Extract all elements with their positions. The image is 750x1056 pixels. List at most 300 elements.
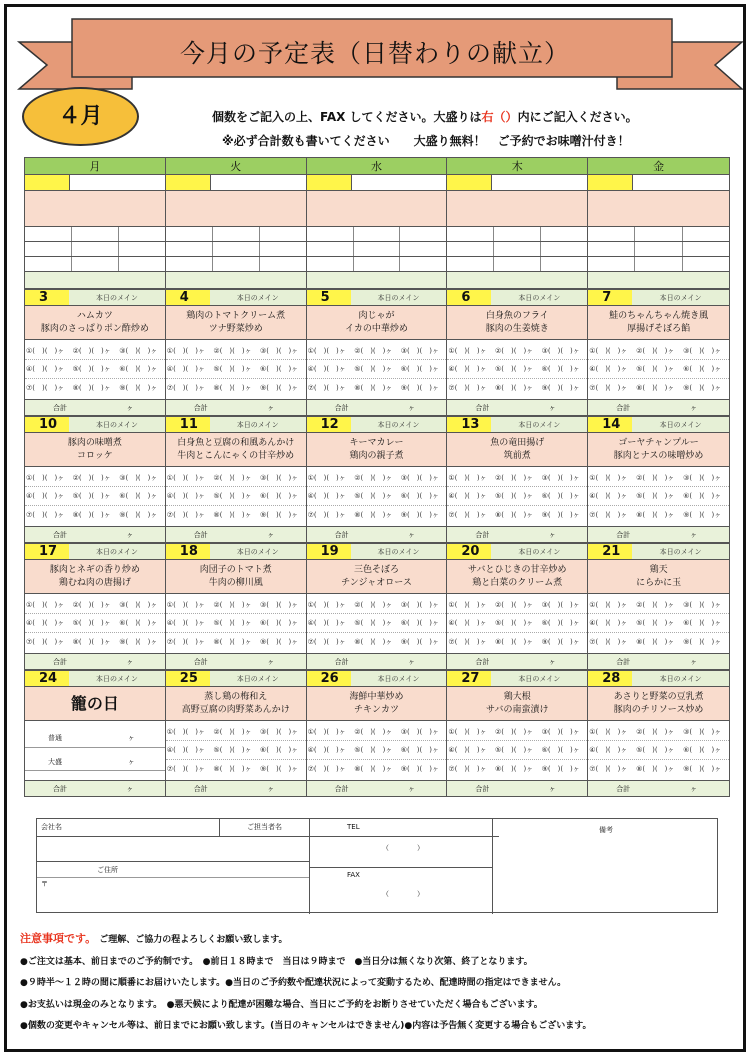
quantity-slot[interactable]: ②( )( )ヶ (494, 727, 534, 736)
quantity-slot[interactable]: ⑤( )( )ヶ (354, 746, 393, 754)
quantity-slot[interactable]: ①( )( )ヶ (589, 346, 628, 355)
weekday-column (166, 158, 307, 288)
quantity-slot[interactable]: ②( )( )ヶ (72, 346, 111, 355)
tel-field[interactable]: （ ） (382, 844, 424, 852)
quantity-slot[interactable]: ⑦( )( )ヶ (166, 384, 205, 392)
quantity-slot[interactable]: ⑦( )( )ヶ (307, 638, 346, 646)
quantity-slot[interactable]: ⑧( )( )ヶ (494, 765, 534, 773)
total-row[interactable] (588, 399, 729, 415)
legend-row (166, 242, 306, 257)
menu-text (166, 306, 306, 340)
quantity-slot[interactable]: ⑥( )( )ヶ (683, 492, 722, 500)
quantity-slot[interactable]: ⑥( )( )ヶ (119, 619, 158, 627)
quantity-slot[interactable]: ⑦( )( )ヶ (26, 511, 65, 519)
total-row[interactable] (447, 399, 587, 415)
total-row[interactable] (166, 653, 306, 669)
quantity-slot[interactable]: ②( )( )ヶ (354, 600, 393, 609)
quantity-slot[interactable]: ②( )( )ヶ (72, 600, 111, 609)
legend-cell (260, 242, 306, 256)
quantity-slot[interactable]: ⑨( )( )ヶ (541, 384, 580, 392)
quantity-slot[interactable]: ⑤( )( )ヶ (636, 619, 675, 627)
quantity-slot[interactable]: ③( )( )ヶ (541, 727, 580, 736)
quantity-row (307, 633, 447, 651)
main-dish-label: 本日のメイン (236, 675, 279, 683)
quantity-slot[interactable]: ④( )( )ヶ (589, 746, 628, 754)
quantity-slot[interactable]: ⑧( )( )ヶ (354, 765, 393, 773)
day-cell (447, 671, 588, 796)
quantity-row (166, 596, 306, 614)
quantity-slot[interactable]: ③( )( )ヶ (119, 600, 158, 609)
quantity-slot[interactable]: ⑦( )( )ヶ (26, 638, 65, 646)
total-row[interactable] (307, 399, 447, 415)
quantity-slot[interactable]: ⑧( )( )ヶ (213, 511, 252, 519)
quantity-slot[interactable]: ⑦( )( )ヶ (166, 511, 205, 519)
address-label: ご住所 (97, 866, 118, 874)
quantity-slot[interactable]: ①( )( )ヶ (448, 600, 487, 609)
quantity-slot[interactable]: ③( )( )ヶ (259, 346, 299, 355)
quantity-slot[interactable]: ⑧( )( )ヶ (636, 765, 675, 773)
quantity-slot[interactable]: ⑧( )( )ヶ (213, 765, 252, 773)
quantity-slot[interactable]: ④( )( )ヶ (448, 619, 487, 627)
quantity-slot[interactable]: ⑨( )( )ヶ (683, 638, 722, 646)
quantity-slot[interactable]: ⑨( )( )ヶ (119, 384, 158, 392)
quantity-slot[interactable]: ⑤( )( )ヶ (354, 619, 393, 627)
total-row[interactable] (25, 526, 165, 542)
quantity-slot[interactable]: ⑧( )( )ヶ (72, 511, 111, 519)
quantity-slot[interactable]: ⑨( )( )ヶ (259, 765, 299, 773)
quantity-slot[interactable]: ④( )( )ヶ (166, 492, 205, 500)
quantity-slot[interactable]: ⑦( )( )ヶ (448, 638, 487, 646)
day-cell (25, 544, 166, 669)
quantity-slot[interactable]: ⑨( )( )ヶ (259, 384, 299, 392)
quantity-slot[interactable]: ②( )( )ヶ (636, 346, 675, 355)
quantity-slot[interactable]: ②( )( )ヶ (354, 473, 393, 482)
quantity-slot[interactable]: ④( )( )ヶ (448, 746, 487, 754)
menu-line-1: キーマカレー (349, 438, 404, 448)
quantity-slot[interactable]: ⑧( )( )ヶ (494, 511, 534, 519)
quantity-slot[interactable]: ⑧( )( )ヶ (354, 384, 393, 392)
quantity-slot[interactable]: ③( )( )ヶ (541, 473, 580, 482)
date-number: 3 (25, 290, 69, 305)
quantity-slot[interactable]: ⑨( )( )ヶ (400, 511, 439, 519)
quantity-slot[interactable]: ①( )( )ヶ (589, 473, 628, 482)
total-label: 合計 (334, 785, 349, 793)
quantity-slot[interactable]: ③( )( )ヶ (400, 473, 439, 482)
quantity-slot[interactable]: ⑧( )( )ヶ (636, 638, 675, 646)
quantity-slot[interactable]: ⑨( )( )ヶ (683, 765, 722, 773)
remarks-field[interactable] (497, 837, 715, 911)
total-label: 合計 (53, 531, 67, 539)
quantity-slot[interactable]: ③( )( )ヶ (541, 600, 580, 609)
quantity-slot[interactable]: ⑥( )( )ヶ (541, 365, 580, 373)
legend-date-row (307, 175, 447, 191)
quantity-slot[interactable]: ①( )( )ヶ (307, 600, 346, 609)
quantity-slot[interactable]: ④( )( )ヶ (589, 365, 628, 373)
total-row[interactable] (588, 780, 729, 796)
total-row[interactable] (307, 780, 447, 796)
legend-cell (400, 227, 446, 241)
quantity-slot[interactable]: ④( )( )ヶ (589, 492, 628, 500)
quantity-slot[interactable]: ⑤( )( )ヶ (213, 746, 252, 754)
quantity-slot[interactable]: ⑥( )( )ヶ (259, 365, 299, 373)
quantity-slot[interactable]: ③( )( )ヶ (259, 727, 299, 736)
quantity-slot[interactable]: ⑨( )( )ヶ (400, 638, 439, 646)
quantity-slot[interactable]: ⑦( )( )ヶ (589, 638, 628, 646)
quantity-row (307, 760, 447, 778)
quantity-slot[interactable]: ②( )( )ヶ (213, 473, 252, 482)
quantity-row (307, 469, 447, 487)
quantity-slot[interactable]: ①( )( )ヶ (448, 727, 487, 736)
menu-line-2: 高野豆腐の肉野菜あんかけ (181, 705, 290, 715)
quantity-slot[interactable]: ⑥( )( )ヶ (541, 619, 580, 627)
quantity-rows (166, 467, 306, 526)
quantity-slot[interactable]: ③( )( )ヶ (683, 473, 722, 482)
total-row[interactable] (166, 526, 306, 542)
quantity-slot[interactable]: ⑧( )( )ヶ (494, 638, 534, 646)
legend-row (307, 257, 447, 272)
fax-field[interactable]: （ ） (382, 890, 424, 898)
quantity-row (307, 723, 447, 741)
main-dish-label: 本日のメイン (377, 548, 420, 556)
quantity-slot[interactable]: ⑨( )( )ヶ (400, 765, 439, 773)
day-cell (307, 417, 448, 542)
quantity-slot[interactable]: ⑦( )( )ヶ (166, 638, 205, 646)
quantity-slot[interactable]: ⑥( )( )ヶ (119, 365, 158, 373)
menu-line-2: 牛肉の柳川風 (208, 578, 263, 588)
quantity-slot[interactable]: ②( )( )ヶ (636, 727, 675, 736)
quantity-slot[interactable]: ②( )( )ヶ (494, 473, 534, 482)
quantity-slot[interactable]: ①( )( )ヶ (166, 346, 205, 355)
day-header (25, 290, 165, 306)
quantity-slot[interactable]: ⑥( )( )ヶ (400, 365, 439, 373)
quantity-slot[interactable]: ⑥( )( )ヶ (400, 746, 439, 754)
quantity-slot[interactable]: ②( )( )ヶ (494, 600, 534, 609)
legend-cell (447, 227, 494, 241)
quantity-slot[interactable]: ⑥( )( )ヶ (683, 619, 722, 627)
date-number: 10 (25, 417, 69, 432)
quantity-slot[interactable]: ⑧( )( )ヶ (354, 638, 393, 646)
quantity-slot[interactable]: ⑨( )( )ヶ (119, 511, 158, 519)
total-row[interactable] (25, 399, 165, 415)
quantity-slot[interactable]: ⑧( )( )ヶ (213, 384, 252, 392)
quantity-slot[interactable]: ⑤( )( )ヶ (72, 365, 111, 373)
quantity-row (588, 760, 729, 778)
unit-label: ヶ (127, 757, 135, 766)
legend-date-row (588, 175, 729, 191)
quantity-row (588, 361, 729, 379)
total-row[interactable] (588, 653, 729, 669)
day-header (166, 290, 306, 306)
quantity-rows (588, 467, 729, 526)
quantity-slot[interactable]: ⑤( )( )ヶ (72, 619, 111, 627)
legend-cell (683, 242, 729, 256)
quantity-slot[interactable]: ⑦( )( )ヶ (307, 384, 346, 392)
quantity-slot[interactable]: ⑥( )( )ヶ (541, 746, 580, 754)
legend-row (588, 257, 729, 272)
address-field[interactable] (41, 885, 303, 911)
quantity-slot[interactable]: ⑥( )( )ヶ (119, 492, 158, 500)
quantity-slot[interactable]: ⑤( )( )ヶ (72, 492, 111, 500)
quantity-slot[interactable]: ④( )( )ヶ (26, 492, 65, 500)
quantity-row (166, 361, 306, 379)
quantity-slot[interactable]: ⑦( )( )ヶ (307, 511, 346, 519)
total-row[interactable] (447, 526, 587, 542)
quantity-slot[interactable]: ⑤( )( )ヶ (494, 365, 534, 373)
menu-line-2: 鶏と白菜のクリーム煮 (472, 578, 563, 588)
day-cell (588, 417, 729, 542)
legend-cell (635, 227, 682, 241)
quantity-slot[interactable]: ④( )( )ヶ (307, 492, 346, 500)
weekday-header: 金 (588, 158, 729, 175)
legend-cell (588, 242, 635, 256)
quantity-slot[interactable]: ⑨( )( )ヶ (541, 638, 580, 646)
legend-date-cell (588, 175, 633, 190)
quantity-slot[interactable]: ⑦( )( )ヶ (26, 384, 65, 392)
quantity-slot[interactable]: ⑤( )( )ヶ (213, 492, 252, 500)
quantity-row (588, 723, 729, 741)
quantity-slot[interactable]: ⑤( )( )ヶ (494, 746, 534, 754)
quantity-slot[interactable]: ④( )( )ヶ (307, 746, 346, 754)
quantity-row (166, 342, 306, 360)
legend-cell (635, 242, 682, 256)
quantity-slot[interactable]: ④( )( )ヶ (307, 619, 346, 627)
total-row[interactable] (25, 780, 165, 796)
legend-cell (541, 227, 587, 241)
quantity-slot[interactable]: ①( )( )ヶ (448, 473, 487, 482)
quantity-slot[interactable]: ③( )( )ヶ (400, 346, 439, 355)
menu-line-2: コロッケ (76, 451, 113, 461)
week-row (25, 415, 729, 542)
total-unit: ヶ (407, 658, 415, 666)
menu-text (166, 560, 306, 594)
quantity-slot[interactable]: ②( )( )ヶ (354, 346, 393, 355)
quantity-row (307, 342, 447, 360)
quantity-slot[interactable]: ⑥( )( )ヶ (400, 619, 439, 627)
quantity-slot[interactable]: ④( )( )ヶ (166, 365, 205, 373)
quantity-slot[interactable]: ②( )( )ヶ (354, 727, 393, 736)
quantity-slot[interactable]: ①( )( )ヶ (307, 473, 346, 482)
total-row[interactable] (307, 526, 447, 542)
quantity-slot[interactable]: ⑦( )( )ヶ (307, 765, 346, 773)
total-unit: ヶ (407, 404, 415, 412)
quantity-slot[interactable]: ⑥( )( )ヶ (259, 746, 299, 754)
quantity-slot[interactable]: ⑦( )( )ヶ (589, 384, 628, 392)
quantity-slot[interactable]: ⑨( )( )ヶ (400, 384, 439, 392)
quantity-slot[interactable]: ④( )( )ヶ (448, 492, 487, 500)
quantity-slot[interactable]: ②( )( )ヶ (72, 473, 111, 482)
quantity-slot[interactable]: ⑧( )( )ヶ (636, 384, 675, 392)
quantity-slot[interactable]: ④( )( )ヶ (448, 365, 487, 373)
portion-row-futsu[interactable] (25, 730, 165, 748)
quantity-slot[interactable]: ①( )( )ヶ (26, 600, 65, 609)
quantity-slot[interactable]: ⑦( )( )ヶ (589, 765, 628, 773)
note-2: ●９時半〜１２時の間に順番にお届けいたします。●当日のご予約数や配達状況によって変動するため、配達時間の指定はできません。 (20, 978, 567, 988)
total-row[interactable] (166, 399, 306, 415)
quantity-slot[interactable]: ②( )( )ヶ (636, 473, 675, 482)
quantity-slot[interactable]: ⑥( )( )ヶ (259, 492, 299, 500)
quantity-slot[interactable]: ④( )( )ヶ (589, 619, 628, 627)
quantity-slot[interactable]: ⑨( )( )ヶ (683, 384, 722, 392)
date-number: 5 (307, 290, 351, 305)
quantity-slot[interactable]: ①( )( )ヶ (166, 727, 205, 736)
quantity-slot[interactable]: ⑤( )( )ヶ (494, 619, 534, 627)
portion-row-omori[interactable] (25, 753, 165, 771)
quantity-slot[interactable]: ③( )( )ヶ (683, 727, 722, 736)
quantity-slot[interactable]: ⑥( )( )ヶ (683, 365, 722, 373)
day-header (166, 417, 306, 433)
legend-row (447, 257, 587, 272)
menu-line-2: ツナ野菜炒め (208, 324, 263, 334)
quantity-slot[interactable]: ⑤( )( )ヶ (354, 365, 393, 373)
quantity-slot[interactable]: ①( )( )ヶ (307, 727, 346, 736)
contact-person-field[interactable] (222, 839, 307, 859)
quantity-slot[interactable]: ①( )( )ヶ (589, 600, 628, 609)
date-number: 25 (166, 671, 210, 686)
menu-line-1: ハムカツ (76, 311, 113, 321)
quantity-row (307, 488, 447, 506)
legend-cell (400, 242, 446, 256)
total-unit: ヶ (407, 785, 415, 793)
menu-line-1: 海鮮中華炒め (349, 692, 404, 702)
quantity-slot[interactable]: ③( )( )ヶ (683, 346, 722, 355)
quantity-slot[interactable]: ②( )( )ヶ (213, 600, 252, 609)
quantity-slot[interactable]: ⑦( )( )ヶ (448, 765, 487, 773)
quantity-slot[interactable]: ⑧( )( )ヶ (72, 384, 111, 392)
quantity-slot[interactable]: ①( )( )ヶ (589, 727, 628, 736)
quantity-slot[interactable]: ⑤( )( )ヶ (494, 492, 534, 500)
quantity-row (307, 615, 447, 633)
total-unit: ヶ (267, 531, 275, 539)
quantity-slot[interactable]: ⑨( )( )ヶ (683, 511, 722, 519)
quantity-slot[interactable]: ③( )( )ヶ (541, 346, 580, 355)
quantity-slot[interactable]: ④( )( )ヶ (26, 619, 65, 627)
legend-cell (541, 257, 587, 271)
quantity-rows (447, 467, 587, 526)
day-cell (588, 544, 729, 669)
legend-row (307, 242, 447, 257)
quantity-slot[interactable]: ③( )( )ヶ (259, 600, 299, 609)
notes-section (20, 928, 732, 1038)
quantity-slot[interactable]: ②( )( )ヶ (636, 600, 675, 609)
menu-line-2: チンジャオロース (341, 578, 412, 588)
total-row[interactable] (588, 526, 729, 542)
main-dish-label: 本日のメイン (95, 548, 138, 556)
total-row[interactable] (166, 780, 306, 796)
day-cell (447, 544, 588, 669)
quantity-slot[interactable]: ③( )( )ヶ (400, 600, 439, 609)
quantity-slot[interactable]: ⑨( )( )ヶ (541, 511, 580, 519)
quantity-slot[interactable]: ⑧( )( )ヶ (354, 511, 393, 519)
quantity-slot[interactable]: ①( )( )ヶ (26, 473, 65, 482)
quantity-slot[interactable]: ⑥( )( )ヶ (400, 492, 439, 500)
total-row[interactable] (447, 653, 587, 669)
menu-line-1: 白身魚のフライ (485, 311, 549, 321)
company-field[interactable] (41, 843, 217, 857)
week-row (25, 288, 729, 415)
quantity-slot[interactable]: ⑤( )( )ヶ (636, 746, 675, 754)
quantity-slot[interactable]: ⑤( )( )ヶ (354, 492, 393, 500)
total-label: 合計 (475, 404, 490, 412)
quantity-slot[interactable]: ④( )( )ヶ (26, 365, 65, 373)
menu-line-1: 籠の日 (70, 694, 119, 713)
menu-text (25, 433, 165, 467)
quantity-slot[interactable]: ⑦( )( )ヶ (589, 511, 628, 519)
quantity-slot[interactable]: ①( )( )ヶ (166, 600, 205, 609)
quantity-slot[interactable]: ①( )( )ヶ (448, 346, 487, 355)
quantity-slot[interactable]: ⑥( )( )ヶ (541, 492, 580, 500)
legend-total (447, 272, 587, 288)
quantity-slot[interactable]: ①( )( )ヶ (26, 346, 65, 355)
quantity-row (447, 342, 587, 360)
quantity-slot[interactable]: ③( )( )ヶ (683, 600, 722, 609)
quantity-slot[interactable]: ⑤( )( )ヶ (213, 365, 252, 373)
quantity-rows (25, 340, 165, 399)
date-number: 14 (588, 417, 632, 432)
quantity-slot[interactable]: ③( )( )ヶ (259, 473, 299, 482)
legend-cell (588, 257, 635, 271)
day-cell (166, 417, 307, 542)
quantity-slot[interactable]: ⑧( )( )ヶ (636, 511, 675, 519)
legend-total (166, 272, 306, 288)
quantity-slot[interactable]: ⑥( )( )ヶ (683, 746, 722, 754)
quantity-slot[interactable]: ③( )( )ヶ (119, 473, 158, 482)
legend-cell (72, 257, 119, 271)
quantity-slot[interactable]: ⑧( )( )ヶ (494, 384, 534, 392)
quantity-slot[interactable]: ②( )( )ヶ (213, 346, 252, 355)
total-label: 合計 (475, 531, 490, 539)
total-label: 合計 (193, 658, 208, 666)
total-row[interactable] (25, 653, 165, 669)
portion-rows (25, 721, 165, 780)
quantity-slot[interactable]: ①( )( )ヶ (166, 473, 205, 482)
legend-cell (72, 227, 119, 241)
main-dish-label: 本日のメイン (659, 548, 702, 556)
quantity-slot[interactable]: ③( )( )ヶ (119, 346, 158, 355)
quantity-slot[interactable]: ⑦( )( )ヶ (448, 511, 487, 519)
legend-cell (683, 227, 729, 241)
quantity-rows (588, 594, 729, 653)
main-dish-label: 本日のメイン (236, 548, 279, 556)
quantity-slot[interactable]: ⑦( )( )ヶ (448, 384, 487, 392)
quantity-slot[interactable]: ④( )( )ヶ (307, 365, 346, 373)
main-dish-label: 本日のメイン (377, 675, 420, 683)
quantity-slot[interactable]: ⑥( )( )ヶ (259, 619, 299, 627)
quantity-slot[interactable]: ⑨( )( )ヶ (541, 765, 580, 773)
day-cell (25, 290, 166, 415)
quantity-slot[interactable]: ⑧( )( )ヶ (213, 638, 252, 646)
quantity-slot[interactable]: ⑨( )( )ヶ (119, 638, 158, 646)
quantity-slot[interactable]: ⑤( )( )ヶ (636, 365, 675, 373)
day-header (447, 290, 587, 306)
day-header (166, 671, 306, 687)
total-row[interactable] (447, 780, 587, 796)
quantity-slot[interactable]: ①( )( )ヶ (307, 346, 346, 355)
quantity-slot[interactable]: ④( )( )ヶ (166, 619, 205, 627)
quantity-slot[interactable]: ④( )( )ヶ (166, 746, 205, 754)
total-row[interactable] (307, 653, 447, 669)
total-label: 合計 (193, 785, 208, 793)
quantity-slot[interactable]: ③( )( )ヶ (400, 727, 439, 736)
quantity-slot[interactable]: ⑨( )( )ヶ (259, 511, 299, 519)
quantity-slot[interactable]: ⑨( )( )ヶ (259, 638, 299, 646)
quantity-slot[interactable]: ⑦( )( )ヶ (166, 765, 205, 773)
quantity-slot[interactable]: ⑤( )( )ヶ (636, 492, 675, 500)
quantity-slot[interactable]: ⑤( )( )ヶ (213, 619, 252, 627)
legend-cell (400, 257, 446, 271)
quantity-slot[interactable]: ②( )( )ヶ (213, 727, 252, 736)
quantity-slot[interactable]: ⑧( )( )ヶ (72, 638, 111, 646)
quantity-slot[interactable]: ②( )( )ヶ (494, 346, 534, 355)
